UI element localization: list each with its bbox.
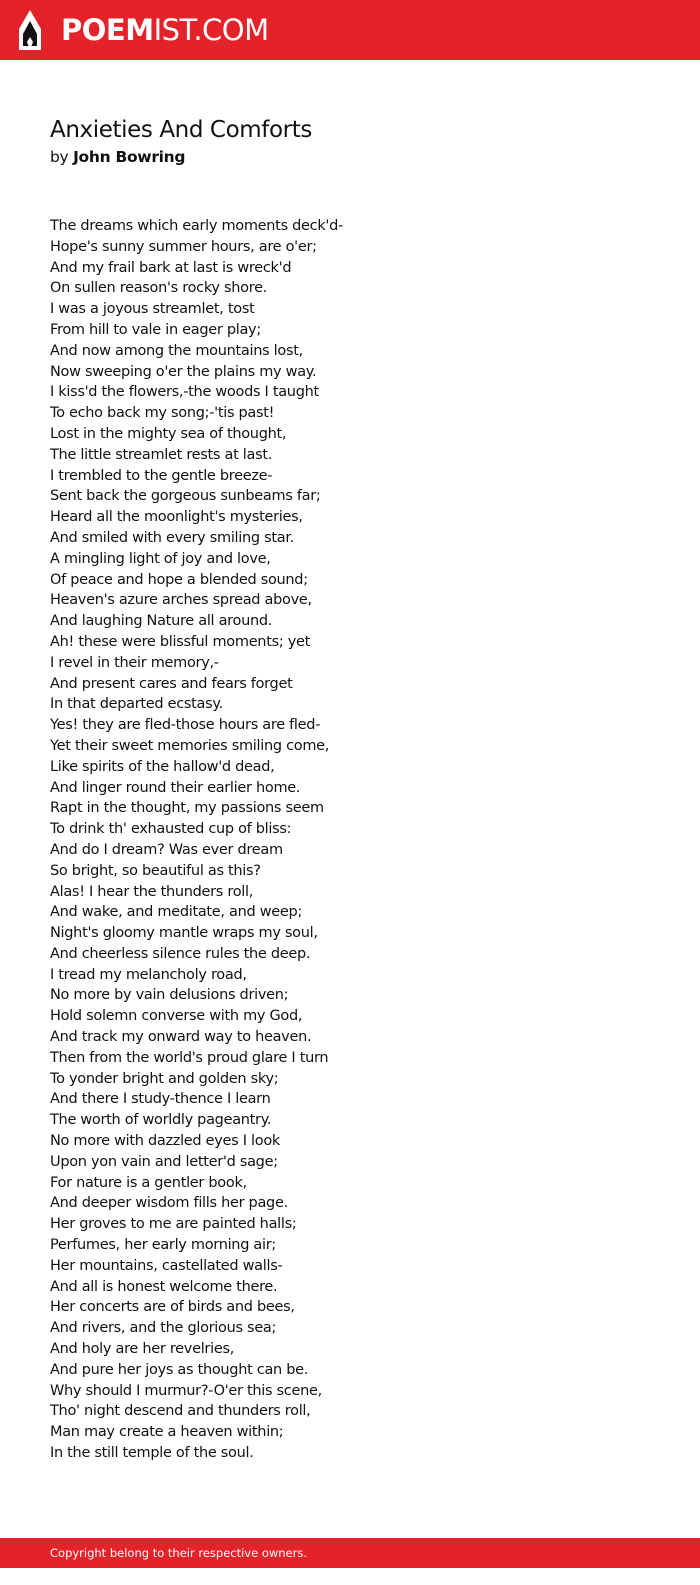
poem-line: I revel in their memory,- (50, 654, 219, 671)
poem-byline (50, 146, 185, 168)
poem-line: Then from the world's proud glare I turn (50, 1049, 329, 1066)
poem-line: Hold solemn converse with my God, (50, 1008, 303, 1025)
poem-line: And there I study-thence I learn (50, 1091, 271, 1108)
poem-line: Perfumes, her early morning air; (50, 1237, 276, 1254)
poem-line: Yet their sweet memories smiling come, (50, 737, 330, 754)
poem-line: So bright, so beautiful as this? (50, 862, 261, 879)
poem-line: In that departed ecstasy. (50, 696, 223, 713)
poem-line: And my frail bark at last is wreck'd (50, 259, 292, 276)
poem-line: On sullen reason's rocky shore. (50, 280, 267, 297)
poem-line: Heard all the moonlight's mysteries, (50, 509, 303, 526)
site-brand-name (61, 9, 269, 51)
poem-title: Anxieties And Comforts (50, 117, 312, 143)
poem-line: And holy are her revelries, (50, 1341, 235, 1358)
poem-line: Of peace and hope a blended sound; (50, 571, 308, 588)
poem-line: And rivers, and the glorious sea; (50, 1320, 277, 1337)
poem-line: And laughing Nature all around. (50, 613, 273, 630)
poem-line: And do I dream? Was ever dream (50, 841, 283, 858)
author-name[interactable]: John Bowring (73, 148, 186, 166)
poem-line: Tho' night descend and thunders roll, (50, 1403, 311, 1420)
poem-line: I was a joyous streamlet, tost (50, 301, 255, 318)
poem-line: I tread my melancholy road, (50, 966, 247, 983)
site-header (0, 0, 700, 60)
poem-line: Her mountains, castellated walls- (50, 1257, 283, 1274)
copyright-notice: Copyright belong to their respective owners. (50, 1546, 308, 1560)
poem-line: No more with dazzled eyes I look (50, 1133, 280, 1150)
poem-line: Man may create a heaven within; (50, 1424, 284, 1441)
poem-line: And track my onward way to heaven. (50, 1029, 312, 1046)
poem-line: To echo back my song;-'tis past! (50, 405, 275, 422)
poem-line: No more by vain delusions driven; (50, 987, 289, 1004)
poem-line: Heaven's azure arches spread above, (50, 592, 312, 609)
poem-line: And cheerless silence rules the deep. (50, 945, 311, 962)
poem-line: Rapt in the thought, my passions seem (50, 800, 324, 817)
poem-line: In the still temple of the soul. (50, 1445, 254, 1462)
site-footer (0, 1538, 700, 1568)
poem-line: For nature is a gentler book, (50, 1174, 247, 1191)
poem-line: Hope's sunny summer hours, are o'er; (50, 238, 317, 255)
poem-line: Ah! these were blissful moments; yet (50, 633, 311, 650)
brand-name-bold: POEM (61, 13, 154, 47)
poem-line: And linger round their earlier home. (50, 779, 301, 796)
poem-line: Sent back the gorgeous sunbeams far; (50, 488, 321, 505)
poem-line: I kiss'd the flowers,-the woods I taught (50, 384, 319, 401)
poem-line: Her concerts are of birds and bees, (50, 1299, 295, 1316)
poem-line: Yes! they are fled-those hours are fled- (50, 717, 321, 734)
poem-line: Like spirits of the hallow'd dead, (50, 758, 275, 775)
poem-line: Alas! I hear the thunders roll, (50, 883, 254, 900)
poem-line: And wake, and meditate, and weep; (50, 904, 303, 921)
poem-line: And all is honest welcome there. (50, 1278, 278, 1295)
poem-body (50, 216, 650, 1464)
poem-line: Lost in the mighty sea of thought, (50, 425, 287, 442)
poem-line: And deeper wisdom fills her page. (50, 1195, 288, 1212)
poem-line: Upon yon vain and letter'd sage; (50, 1153, 278, 1170)
poem-line: To yonder bright and golden sky; (50, 1070, 279, 1087)
poem-line: The dreams which early moments deck'd- (50, 218, 343, 234)
poem-line: I trembled to the gentle breeze- (50, 467, 273, 484)
poem-line: And now among the mountains lost, (50, 342, 303, 359)
poem-line: And pure her joys as thought can be. (50, 1361, 309, 1378)
poem-line: Now sweeping o'er the plains my way. (50, 363, 317, 380)
poem-line: A mingling light of joy and love, (50, 550, 271, 567)
poem-line: Her groves to me are painted halls; (50, 1216, 297, 1233)
poem-line: And present cares and fears forget (50, 675, 293, 692)
poem-line: And smiled with every smiling star. (50, 529, 294, 546)
poem-line: To drink th' exhausted cup of bliss: (50, 821, 292, 838)
by-label: by (50, 148, 69, 166)
poem-line: Night's gloomy mantle wraps my soul, (50, 925, 318, 942)
poem-line: From hill to vale in eager play; (50, 321, 261, 338)
poem-line: Why should I murmur?-O'er this scene, (50, 1382, 322, 1399)
pencil-tip-icon (18, 9, 42, 51)
brand-name-light: IST.COM (153, 13, 269, 47)
site-logo[interactable] (18, 9, 269, 51)
poem-line: The worth of worldly pageantry. (50, 1112, 272, 1129)
poem-line: The little streamlet rests at last. (50, 446, 273, 463)
